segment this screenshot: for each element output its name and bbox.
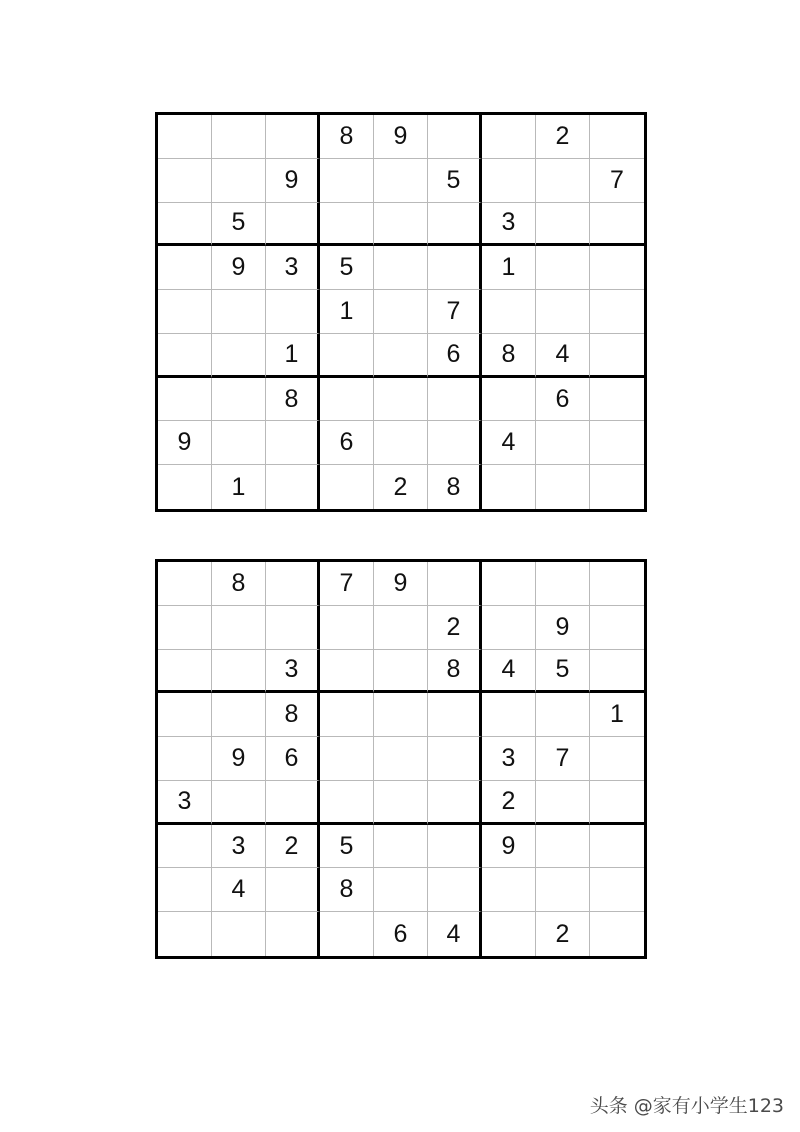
- sudoku-cell: [590, 203, 644, 247]
- sudoku-cell: [590, 781, 644, 825]
- sudoku-cell: [320, 606, 374, 650]
- sudoku-cell: 4: [482, 650, 536, 694]
- sudoku-cell: [374, 868, 428, 912]
- sudoku-cell: [320, 693, 374, 737]
- sudoku-cell: [482, 868, 536, 912]
- sudoku-cell: 7: [428, 290, 482, 334]
- sudoku-cell: [320, 465, 374, 509]
- sudoku-cell: 8: [428, 650, 482, 694]
- sudoku-cell: [482, 378, 536, 422]
- sudoku-cell: [374, 334, 428, 378]
- sudoku-cell: [536, 562, 590, 606]
- sudoku-cell: [158, 606, 212, 650]
- sudoku-cell: 3: [482, 203, 536, 247]
- sudoku-cell: 4: [428, 912, 482, 956]
- sudoku-cell: [374, 825, 428, 869]
- sudoku-cell: [320, 378, 374, 422]
- sudoku-cell: [536, 159, 590, 203]
- sudoku-cell: [374, 737, 428, 781]
- sudoku-cell: 8: [482, 334, 536, 378]
- sudoku-cell: 4: [482, 421, 536, 465]
- sudoku-cell: 7: [590, 159, 644, 203]
- sudoku-cell: [158, 159, 212, 203]
- sudoku-cell: [536, 465, 590, 509]
- sudoku-cell: [590, 246, 644, 290]
- sudoku-cell: 3: [212, 825, 266, 869]
- sudoku-cell: [590, 650, 644, 694]
- sudoku-cell: [590, 868, 644, 912]
- sudoku-cell: 1: [482, 246, 536, 290]
- sudoku-cell: 8: [212, 562, 266, 606]
- sudoku-cell: [212, 115, 266, 159]
- sudoku-cell: [428, 825, 482, 869]
- sudoku-cell: 6: [266, 737, 320, 781]
- sudoku-cell: 3: [482, 737, 536, 781]
- sudoku-cell: [158, 465, 212, 509]
- sudoku-cell: [428, 378, 482, 422]
- sudoku-cell: 8: [428, 465, 482, 509]
- sudoku-cell: [212, 290, 266, 334]
- sudoku-cell: [158, 650, 212, 694]
- sudoku-cell: [158, 246, 212, 290]
- sudoku-cell: [428, 781, 482, 825]
- sudoku-cell: 2: [266, 825, 320, 869]
- sudoku-cell: 7: [536, 737, 590, 781]
- sudoku-cell: [374, 693, 428, 737]
- sudoku-cell: 9: [212, 246, 266, 290]
- sudoku-cell: [374, 290, 428, 334]
- sudoku-cell: 5: [212, 203, 266, 247]
- sudoku-cell: 2: [536, 912, 590, 956]
- sudoku-cell: [482, 159, 536, 203]
- sudoku-cell: [482, 912, 536, 956]
- sudoku-cell: [212, 159, 266, 203]
- sudoku-cell: 5: [320, 825, 374, 869]
- sudoku-cell: [590, 334, 644, 378]
- sudoku-cell: [428, 562, 482, 606]
- sudoku-cell: 8: [266, 378, 320, 422]
- sudoku-cell: 2: [374, 465, 428, 509]
- sudoku-cell: [158, 737, 212, 781]
- sudoku-cell: [374, 781, 428, 825]
- sudoku-cell: [266, 203, 320, 247]
- sudoku-cell: 8: [320, 115, 374, 159]
- sudoku-cell: [536, 421, 590, 465]
- sudoku-cell: [536, 868, 590, 912]
- sudoku-cell: [158, 868, 212, 912]
- sudoku-cell: [266, 115, 320, 159]
- sudoku-cell: [158, 693, 212, 737]
- sudoku-cell: [428, 693, 482, 737]
- sudoku-cell: 5: [536, 650, 590, 694]
- sudoku-cell: [536, 825, 590, 869]
- sudoku-cell: [590, 115, 644, 159]
- sudoku-cell: 6: [536, 378, 590, 422]
- sudoku-cell: [590, 606, 644, 650]
- sudoku-cell: [374, 378, 428, 422]
- sudoku-cell: 2: [536, 115, 590, 159]
- sudoku-cell: 6: [374, 912, 428, 956]
- sudoku-cell: 9: [374, 115, 428, 159]
- sudoku-cell: [536, 203, 590, 247]
- sudoku-cell: [374, 203, 428, 247]
- sudoku-cell: [428, 737, 482, 781]
- watermark: 头条 @家有小学生123: [589, 1095, 784, 1117]
- sudoku-cell: [266, 781, 320, 825]
- sudoku-cell: [428, 115, 482, 159]
- sudoku-cell: 2: [428, 606, 482, 650]
- sudoku-cell: 7: [320, 562, 374, 606]
- sudoku-cell: [266, 912, 320, 956]
- sudoku-cell: 1: [212, 465, 266, 509]
- sudoku-cell: [320, 334, 374, 378]
- sudoku-cell: 9: [536, 606, 590, 650]
- sudoku-cell: [320, 737, 374, 781]
- sudoku-cell: [212, 334, 266, 378]
- sudoku-cell: [590, 290, 644, 334]
- sudoku-cell: [266, 421, 320, 465]
- sudoku-cell: [590, 378, 644, 422]
- sudoku-cell: 9: [374, 562, 428, 606]
- sudoku-cell: [482, 562, 536, 606]
- sudoku-cell: 3: [266, 650, 320, 694]
- sudoku-grid-2: [155, 559, 647, 959]
- sudoku-cell: [158, 334, 212, 378]
- sudoku-cell: [158, 562, 212, 606]
- sudoku-cell: [482, 606, 536, 650]
- sudoku-cell: [266, 562, 320, 606]
- sudoku-cell: 9: [158, 421, 212, 465]
- sudoku-cell: [374, 650, 428, 694]
- sudoku-cell: [536, 290, 590, 334]
- sudoku-cell: [536, 781, 590, 825]
- sudoku-cell: [212, 912, 266, 956]
- sudoku-cell: [590, 421, 644, 465]
- sudoku-cell: [212, 606, 266, 650]
- sudoku-cell: 8: [320, 868, 374, 912]
- sudoku-cell: [482, 115, 536, 159]
- sudoku-cell: [212, 378, 266, 422]
- sudoku-cell: [266, 606, 320, 650]
- sudoku-cell: 1: [266, 334, 320, 378]
- sudoku-cell: [320, 203, 374, 247]
- sudoku-cell: [374, 421, 428, 465]
- sudoku-cell: [428, 868, 482, 912]
- sudoku-cell: [320, 650, 374, 694]
- sudoku-cell: [212, 693, 266, 737]
- sudoku-cell: 3: [158, 781, 212, 825]
- sudoku-cell: [374, 159, 428, 203]
- sudoku-cell: [374, 606, 428, 650]
- sudoku-cell: [590, 562, 644, 606]
- sudoku-cell: 1: [590, 693, 644, 737]
- sudoku-cell: [320, 159, 374, 203]
- sudoku-cell: [212, 650, 266, 694]
- sudoku-cell: [158, 115, 212, 159]
- sudoku-cell: 4: [536, 334, 590, 378]
- sudoku-cell: [590, 465, 644, 509]
- sudoku-cell: [158, 290, 212, 334]
- sudoku-cell: 5: [320, 246, 374, 290]
- sudoku-cell: [320, 781, 374, 825]
- sudoku-cell: 1: [320, 290, 374, 334]
- sudoku-cell: 9: [482, 825, 536, 869]
- sudoku-cell: [536, 246, 590, 290]
- sudoku-cell: [482, 290, 536, 334]
- sudoku-cell: [158, 825, 212, 869]
- sudoku-cell: 6: [320, 421, 374, 465]
- sudoku-cell: 3: [266, 246, 320, 290]
- sudoku-cell: 9: [212, 737, 266, 781]
- sudoku-cell: [320, 912, 374, 956]
- sudoku-cell: [590, 737, 644, 781]
- sudoku-cell: 9: [266, 159, 320, 203]
- sudoku-cell: [266, 290, 320, 334]
- sudoku-cell: 8: [266, 693, 320, 737]
- sudoku-cell: 6: [428, 334, 482, 378]
- sudoku-cell: [428, 421, 482, 465]
- sudoku-cell: [590, 912, 644, 956]
- sudoku-cell: [158, 203, 212, 247]
- sudoku-cell: [590, 825, 644, 869]
- sudoku-cell: [374, 246, 428, 290]
- sudoku-cell: 4: [212, 868, 266, 912]
- sudoku-cell: [158, 912, 212, 956]
- sudoku-cell: [482, 693, 536, 737]
- sudoku-cell: [158, 378, 212, 422]
- sudoku-cell: [266, 868, 320, 912]
- sudoku-cell: [428, 203, 482, 247]
- sudoku-cell: [428, 246, 482, 290]
- sudoku-cell: [266, 465, 320, 509]
- sudoku-grid-1: [155, 112, 647, 512]
- sudoku-cell: 2: [482, 781, 536, 825]
- sudoku-cell: [212, 781, 266, 825]
- sudoku-cell: [212, 421, 266, 465]
- sudoku-cell: [536, 693, 590, 737]
- sudoku-cell: 5: [428, 159, 482, 203]
- sudoku-cell: [482, 465, 536, 509]
